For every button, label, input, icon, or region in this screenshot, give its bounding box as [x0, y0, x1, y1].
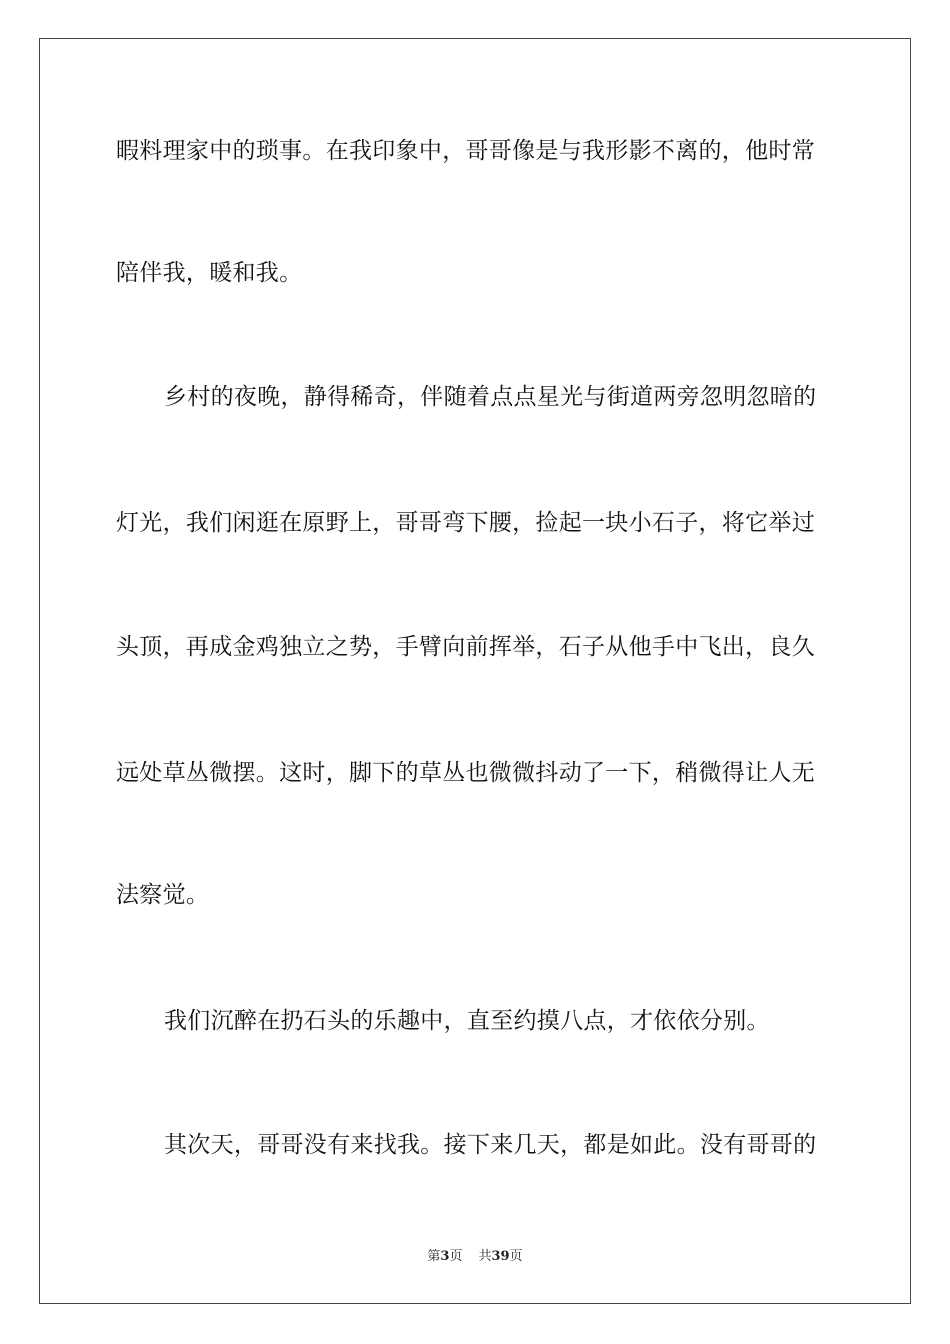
page-footer [0, 1249, 950, 1265]
text-line: 法察觉。 [116, 882, 210, 908]
total-label-prefix: 共 [478, 1249, 492, 1264]
text-line: 远处草丛微摆。这时，脚下的草丛也微微抖动了一下，稍微得让人无 [116, 760, 815, 786]
page-number: 3 [440, 1249, 450, 1264]
text-line: 头顶，再成金鸡独立之势，手臂向前挥举，石子从他手中飞出，良久 [116, 634, 815, 660]
total-label-suffix: 页 [509, 1249, 523, 1264]
paragraph-first-line: 乡村的夜晚，静得稀奇，伴随着点点星光与街道两旁忽明忽暗的 [164, 384, 817, 410]
page-label-suffix: 页 [449, 1249, 463, 1264]
total-pages: 39 [491, 1249, 510, 1264]
text-line: 陪伴我，暖和我。 [116, 260, 303, 286]
page-label-prefix: 第 [427, 1249, 441, 1264]
text-line: 灯光，我们闲逛在原野上，哥哥弯下腰，捡起一块小石子，将它举过 [116, 510, 815, 536]
page-border [39, 38, 911, 1304]
paragraph-first-line: 其次天，哥哥没有来找我。接下来几天，都是如此。没有哥哥的 [164, 1132, 817, 1158]
text-line: 暇料理家中的琐事。在我印象中，哥哥像是与我形影不离的，他时常 [116, 138, 815, 164]
paragraph-first-line: 我们沉醉在扔石头的乐趣中，直至约摸八点，才依依分别。 [164, 1008, 770, 1034]
